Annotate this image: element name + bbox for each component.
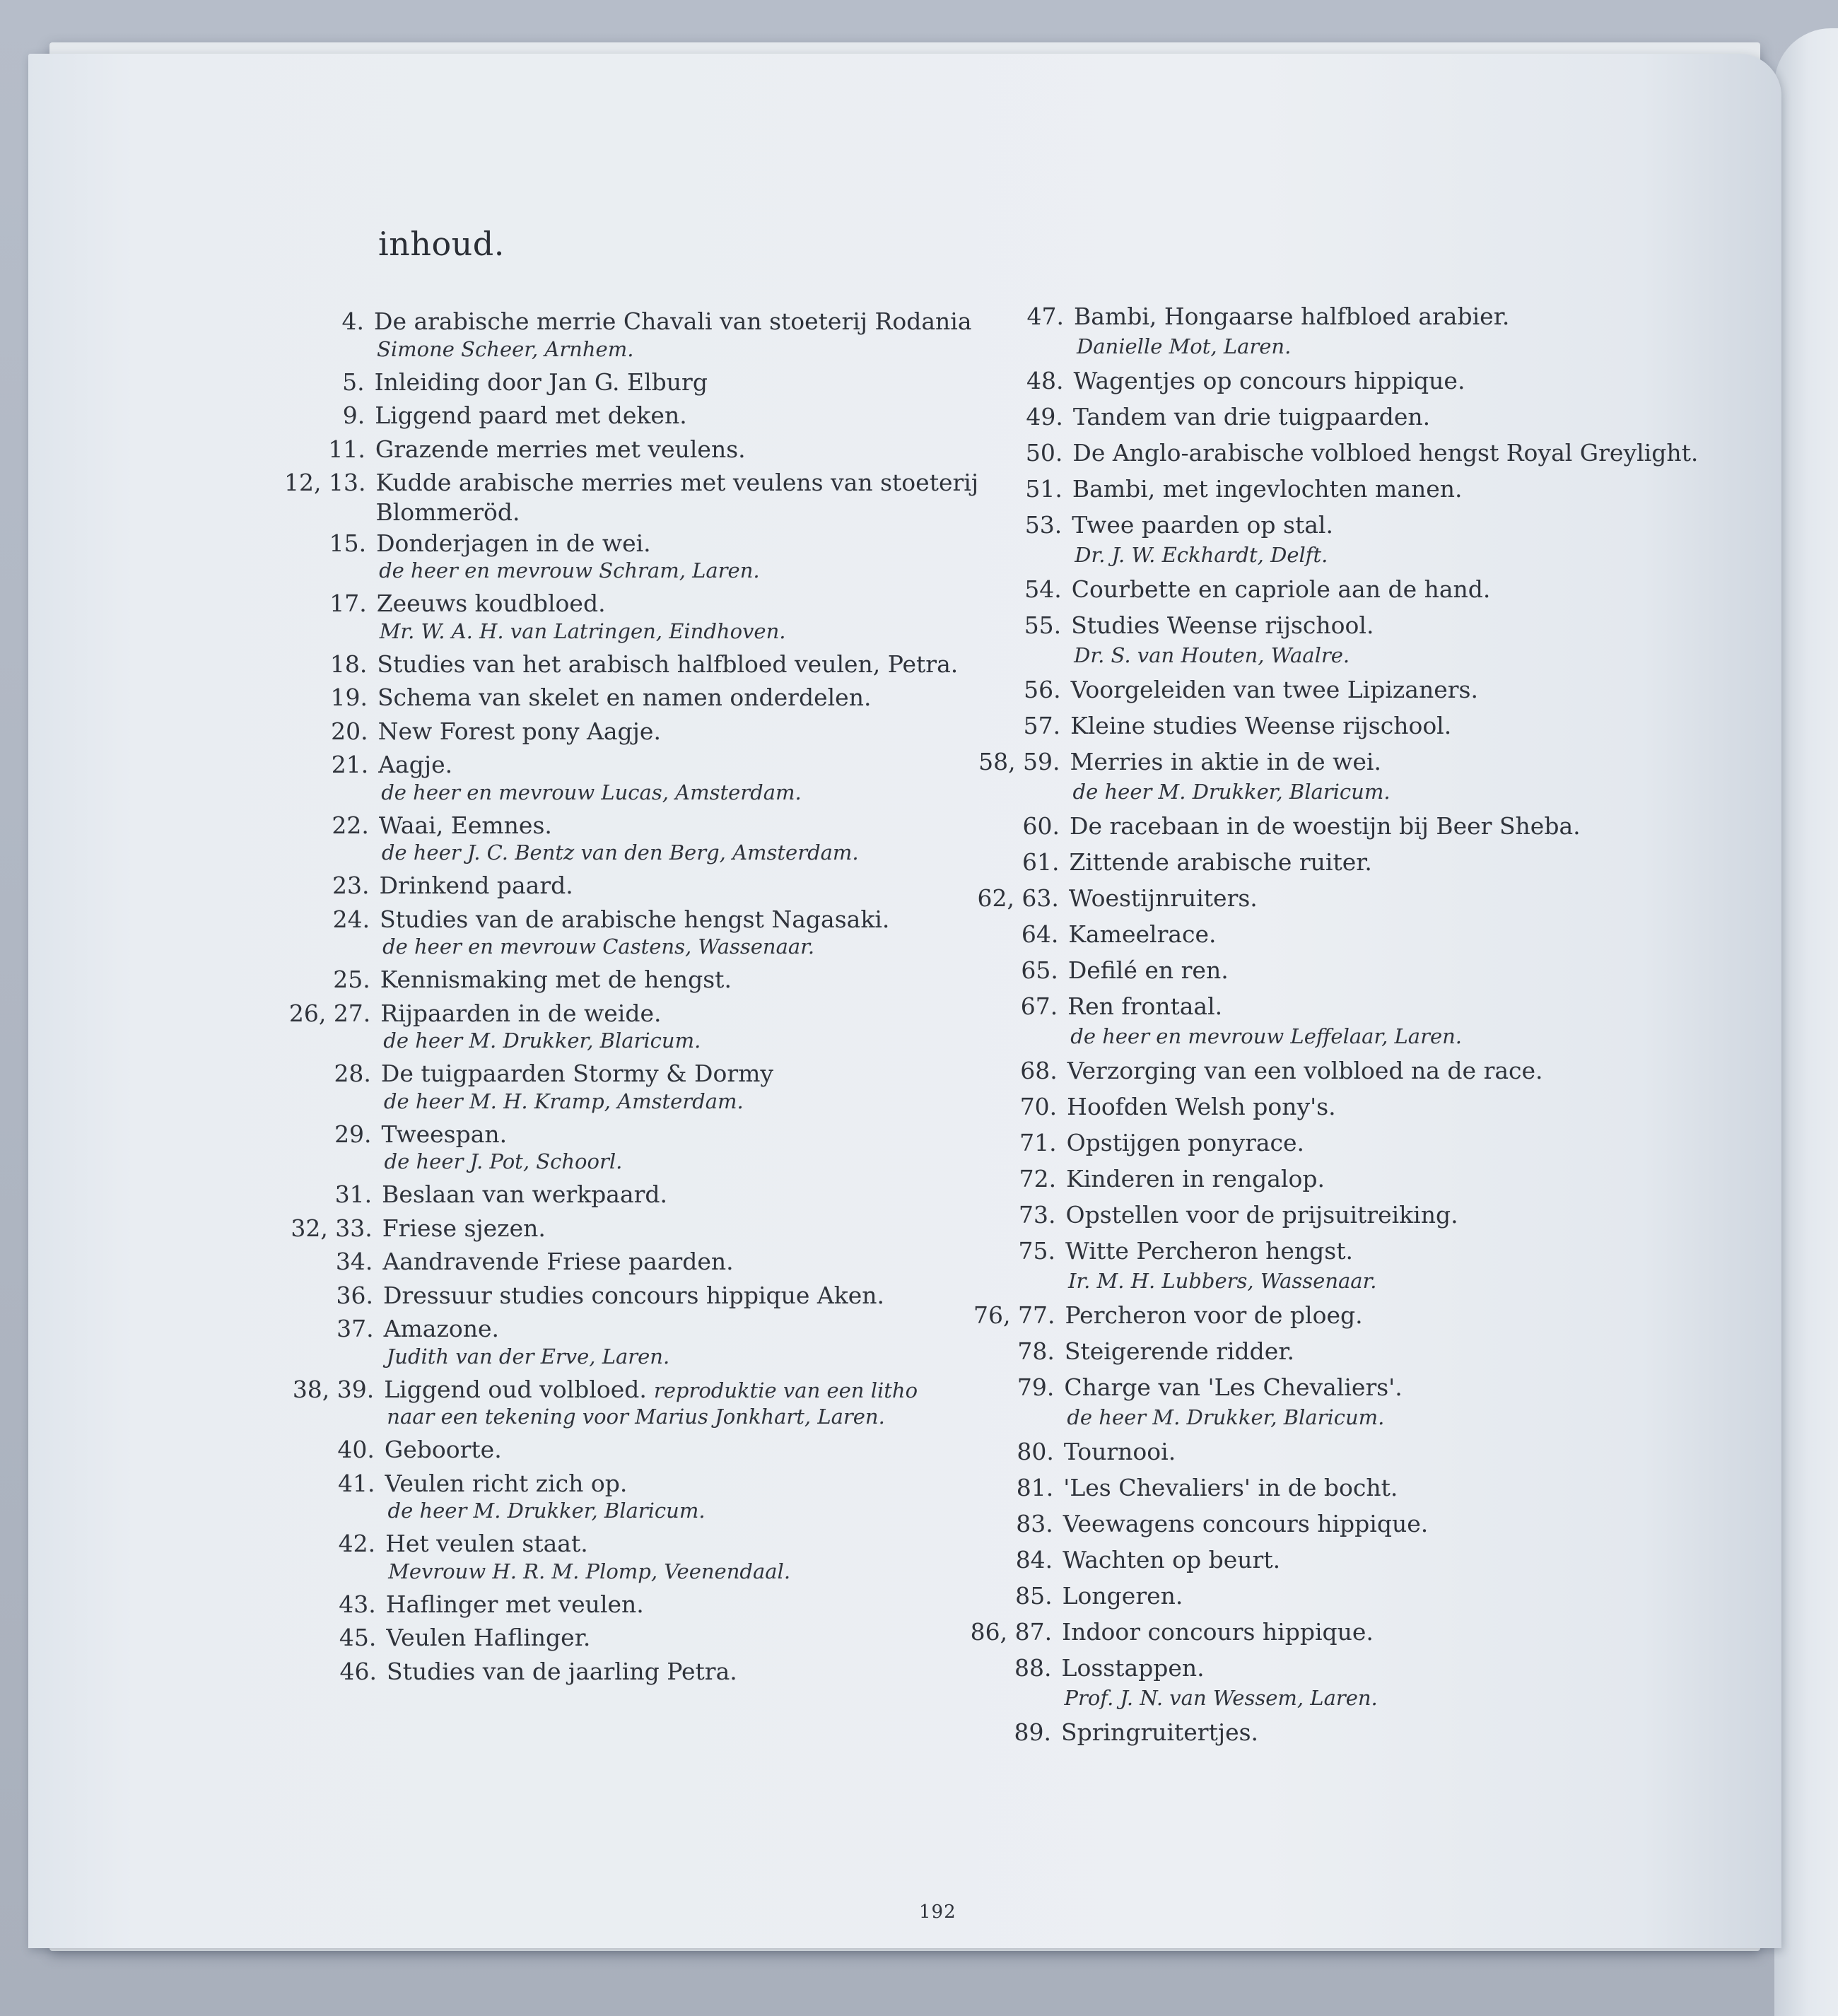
toc-entry-number: 40. <box>337 1436 375 1463</box>
toc-entry-title: Zittende arabische ruiter. <box>1069 848 1372 876</box>
toc-entry-title: Schema van skelet en namen onderdelen. <box>377 684 872 711</box>
toc-entry <box>245 402 686 429</box>
toc-entry-number: 19. <box>330 684 368 711</box>
toc-entry-title: Studies van het arabisch halfbloed veulen, Petra. <box>377 650 959 678</box>
toc-entry <box>942 475 1463 503</box>
toc-entry <box>940 812 1581 840</box>
toc-entry <box>940 712 1451 739</box>
toc-entry-number: 88. <box>1014 1654 1052 1682</box>
toc-entry-title: Kennismaking met de hengst. <box>380 966 732 993</box>
toc-entry-title: New Forest pony Aagje. <box>377 717 661 745</box>
toc-entry-title: Kleine studies Weense rijschool. <box>1070 712 1452 739</box>
toc-entry-number: 54. <box>1024 575 1062 603</box>
toc-entry <box>936 1165 1325 1192</box>
toc-entry-title: De Anglo-arabische volbloed hengst Royal Greylight. <box>1072 439 1699 467</box>
toc-entry <box>251 1060 773 1087</box>
toc-entry-number: 29. <box>334 1120 372 1148</box>
toc-entry <box>932 1654 1205 1682</box>
toc-entry-number: 71. <box>1019 1129 1057 1156</box>
toc-entry <box>254 1315 499 1342</box>
toc-entry-title: Aandravende Friese paarden. <box>382 1248 734 1275</box>
toc-entry-credit: Dr. J. W. Eckhardt, Delft. <box>1075 542 1328 567</box>
toc-entry <box>942 511 1333 539</box>
toc-entry-title: Losstappen. <box>1061 1654 1205 1682</box>
toc-entry <box>935 1337 1294 1365</box>
toc-entry-number: 84. <box>1015 1546 1053 1573</box>
toc-entry <box>246 529 651 557</box>
toc-entry-number: 78. <box>1017 1337 1055 1365</box>
toc-entry-title: Het veulen staat. <box>385 1530 588 1557</box>
toc-entry-title: Inleiding door Jan G. Elburg <box>374 368 708 396</box>
toc-entry-title: Friese sjezen. <box>382 1214 546 1242</box>
toc-entry <box>255 1470 628 1497</box>
toc-entry-title: Hoofden Welsh pony's. <box>1067 1093 1336 1120</box>
toc-entry-credit: de heer M. Drukker, Blaricum. <box>387 1499 706 1523</box>
toc-entry-number: 80. <box>1017 1438 1054 1465</box>
toc-entry-title: Percheron voor de ploeg. <box>1065 1301 1363 1329</box>
toc-entry-number: 89. <box>1014 1718 1051 1746</box>
toc-entry <box>934 1438 1176 1465</box>
toc-entry-credit: de heer M. H. Kramp, Amsterdam. <box>383 1089 744 1113</box>
toc-entry-number: 58, 59. <box>978 748 1060 775</box>
toc-entry <box>935 1237 1353 1265</box>
toc-entry-title: Opstijgen ponyrace. <box>1066 1129 1305 1156</box>
toc-entry <box>252 1120 508 1148</box>
toc-entry-number: 70. <box>1019 1093 1058 1120</box>
toc-entry-title: Veulen richt zich op. <box>385 1469 628 1497</box>
toc-entry <box>942 439 1698 467</box>
toc-entry <box>936 1201 1458 1229</box>
toc-entry-title: Studies Weense rijschool. <box>1071 611 1374 639</box>
toc-entry-number: 60. <box>1022 812 1060 840</box>
toc-entry-title: Wachten op beurt. <box>1063 1546 1281 1573</box>
toc-entry <box>245 435 746 463</box>
toc-entry-title: Witte Percheron hengst. <box>1065 1237 1353 1265</box>
toc-entry <box>937 1093 1336 1120</box>
toc-entry-number: 37. <box>336 1315 374 1342</box>
toc-entry-title: Steigerende ridder. <box>1064 1337 1294 1365</box>
toc-entry <box>944 303 1509 330</box>
toc-entry-credit: naar een tekening voor Marius Jonkhart, Laren. <box>387 1405 885 1429</box>
toc-entry-credit: de heer en mevrouw Schram, Laren. <box>379 558 760 583</box>
toc-entry-number: 51. <box>1025 475 1063 503</box>
toc-entry-title: Verzorging van een volbloed na de race. <box>1067 1057 1543 1084</box>
toc-entry-number: 36. <box>336 1281 374 1309</box>
toc-entry-number: 83. <box>1016 1510 1053 1537</box>
toc-entry-number: 57. <box>1023 712 1061 739</box>
toc-entry-number: 17. <box>329 590 367 617</box>
toc-entry-number: 26, 27. <box>288 999 371 1027</box>
page-title: inhoud. <box>378 225 505 263</box>
toc-entry <box>935 1301 1362 1329</box>
toc-entry <box>943 367 1465 394</box>
toc-entry-number: 20. <box>331 717 368 745</box>
toc-entry-credit: de heer J. C. Bentz van den Berg, Amsterdam. <box>381 840 859 865</box>
toc-entry-credit: de heer en mevrouw Leffelaar, Laren. <box>1070 1024 1462 1048</box>
toc-entry-credit: de heer M. Drukker, Blaricum. <box>383 1028 701 1053</box>
toc-entry-title: Kinderen in rengalop. <box>1066 1165 1325 1192</box>
toc-entry <box>254 1436 502 1463</box>
toc-entry-title: Zeeuws koudbloed. <box>376 590 606 617</box>
toc-entry-credit: Mevrouw H. R. M. Plomp, Veenendaal. <box>388 1559 791 1583</box>
toc-entry-number: 34. <box>335 1248 373 1275</box>
toc-entry <box>248 717 661 745</box>
toc-entry-credit: Ir. M. H. Lubbers, Wassenaar. <box>1068 1268 1377 1293</box>
toc-entry-credit: de heer M. Drukker, Blaricum. <box>1072 779 1391 804</box>
toc-entry-number: 68. <box>1020 1057 1058 1084</box>
toc-entry-continuation: Blommeröd. <box>375 498 520 526</box>
toc-entry <box>250 906 889 933</box>
toc-entry-title: Courbette en capriole aan de hand. <box>1071 575 1491 603</box>
toc-entry <box>931 1718 1258 1746</box>
toc-entry-title: 'Les Chevaliers' in de bocht. <box>1063 1474 1398 1501</box>
toc-entry-number: 25. <box>333 966 370 993</box>
toc-entry-title: Ren frontaal. <box>1067 992 1223 1020</box>
toc-entry-title: Liggend paard met deken. <box>375 402 687 429</box>
toc-entry <box>252 1248 733 1275</box>
toc-entry-title: Voorgeleiden van twee Lipizaners. <box>1070 676 1478 703</box>
toc-entry <box>933 1474 1398 1501</box>
toc-entry <box>245 469 978 496</box>
toc-entry-title: Indoor concours hippique. <box>1062 1618 1374 1646</box>
toc-entry-title: Defilé en ren. <box>1067 956 1229 984</box>
toc-entry-number: 47. <box>1026 303 1064 330</box>
toc-entry-number: 18. <box>329 650 368 678</box>
toc-entry-number: 49. <box>1026 403 1063 430</box>
facing-page-edge <box>1774 28 1838 2016</box>
toc-entry <box>937 1057 1543 1084</box>
toc-entry-number: 48. <box>1026 367 1064 394</box>
toc-entry-credit: de heer en mevrouw Lucas, Amsterdam. <box>381 780 802 804</box>
toc-entry-title: Bambi, Hongaarse halfbloed arabier. <box>1074 303 1510 330</box>
toc-entry-number: 5. <box>342 368 365 396</box>
toc-entry-title: De tuigpaarden Stormy & Dormy <box>380 1060 774 1087</box>
toc-entry <box>252 1214 546 1242</box>
toc-entry <box>256 1590 644 1618</box>
toc-entry <box>943 403 1430 430</box>
toc-entry-number: 45. <box>339 1624 377 1651</box>
toc-entry-title: Waai, Eemnes. <box>378 811 552 839</box>
toc-entry-title: Twee paarden op stal. <box>1072 511 1333 539</box>
toc-entry-number: 67. <box>1020 992 1058 1020</box>
toc-entry-number: 9. <box>342 402 365 429</box>
toc-entry-title: Wagentjes op concours hippique. <box>1073 367 1465 394</box>
toc-entry-number: 38, 39. <box>292 1375 375 1403</box>
toc-entry-title: Longeren. <box>1062 1582 1183 1610</box>
toc-entry-number: 41. <box>338 1469 375 1497</box>
toc-entry-credit: reproduktie van een litho <box>653 1378 918 1402</box>
toc-entry-title: Bambi, met ingevlochten manen. <box>1072 475 1463 503</box>
toc-entry-title: Studies van de jaarling Petra. <box>387 1657 737 1685</box>
toc-entry-title: Charge van 'Les Chevaliers'. <box>1064 1373 1403 1401</box>
toc-entry-credit: Simone Scheer, Arnhem. <box>377 336 634 361</box>
toc-entry-number: 61. <box>1022 848 1060 876</box>
toc-entry-number: 24. <box>332 905 370 933</box>
toc-entry-number: 46. <box>339 1657 377 1685</box>
toc-entry-title: Haflinger met veulen. <box>385 1590 644 1618</box>
toc-entry-number: 23. <box>332 872 370 899</box>
toc-entry-title: Veulen Haflinger. <box>386 1624 591 1651</box>
toc-entry-number: 4. <box>341 307 364 335</box>
toc-entry <box>247 684 871 711</box>
toc-entry-credit: de heer en mevrouw Castens, Wassenaar. <box>382 934 815 959</box>
toc-entry-title: Kudde arabische merries met veulens van stoeterij <box>375 469 979 496</box>
toc-entry-number: 12, 13. <box>284 469 366 496</box>
toc-entry-number: 28. <box>334 1060 371 1087</box>
toc-entry-number: 31. <box>334 1180 373 1208</box>
toc-entry <box>942 575 1491 603</box>
toc-entry <box>938 920 1216 948</box>
toc-entry-credit: Danielle Mot, Laren. <box>1077 334 1292 358</box>
toc-entry-title: Rijpaarden in de weide. <box>380 999 662 1027</box>
toc-entry-number: 72. <box>1019 1165 1057 1192</box>
toc-entry-number: 64. <box>1021 920 1059 948</box>
toc-entry-number: 32, 33. <box>291 1214 373 1242</box>
toc-entry-number: 65. <box>1021 956 1058 984</box>
toc-entry-title: Veewagens concours hippique. <box>1063 1510 1429 1537</box>
toc-entry-number: 86, 87. <box>970 1618 1053 1646</box>
toc-entry <box>937 992 1222 1020</box>
toc-entry-credit: Prof. J. N. van Wessem, Laren. <box>1064 1685 1378 1710</box>
toc-entry <box>247 650 958 678</box>
toc-entry <box>256 1624 590 1651</box>
toc-entry-number: 22. <box>332 811 369 839</box>
toc-entry-number: 56. <box>1024 676 1061 703</box>
toc-entry <box>932 1546 1280 1573</box>
toc-entry-number: 15. <box>329 529 367 557</box>
toc-entry <box>254 1376 918 1403</box>
toc-entry <box>934 1373 1402 1401</box>
toc-entry-number: 50. <box>1025 439 1063 467</box>
toc-entry <box>247 590 606 617</box>
toc-entry-title: Merries in aktie in de wei. <box>1070 748 1381 775</box>
toc-entry-title: Dressuur studies concours hippique Aken. <box>383 1281 885 1309</box>
toc-entry-number: 85. <box>1015 1582 1053 1610</box>
toc-entry-title: Springruitertjes. <box>1061 1718 1259 1746</box>
toc-entry <box>253 1282 884 1309</box>
toc-entry <box>941 611 1374 639</box>
toc-entry-title: Beslaan van werkpaard. <box>382 1180 668 1208</box>
toc-entry <box>257 1658 737 1685</box>
toc-entry-credit: Mr. W. A. H. van Latringen, Eindhoven. <box>379 619 786 643</box>
toc-entry-title: Geboorte. <box>384 1436 502 1463</box>
toc-entry <box>244 307 972 335</box>
toc-entry <box>252 1180 667 1208</box>
toc-entry-title: Tournooi. <box>1063 1438 1176 1465</box>
toc-entry-number: 11. <box>328 435 365 463</box>
toc-entry <box>255 1530 588 1557</box>
toc-entry-credit: Dr. S. van Houten, Waalre. <box>1074 643 1350 667</box>
toc-entry-number: 53. <box>1024 511 1063 539</box>
toc-entry-number: 81. <box>1016 1474 1054 1501</box>
toc-entry-title: Woestijnruiters. <box>1068 884 1258 912</box>
toc-entry-number: 75. <box>1018 1237 1055 1265</box>
toc-entry <box>932 1618 1374 1646</box>
page-number: 192 <box>919 1901 956 1923</box>
toc-entry-credit: de heer M. Drukker, Blaricum. <box>1067 1405 1385 1429</box>
toc-entry-title: De arabische merrie Chavali van stoeterij Rodania <box>374 307 972 335</box>
toc-entry-number: 55. <box>1024 611 1062 639</box>
toc-entry-title: Opstellen voor de prijsuitreiking. <box>1065 1201 1458 1229</box>
toc-entry <box>932 1582 1183 1610</box>
toc-entry <box>248 751 452 778</box>
toc-entry-number: 73. <box>1019 1201 1056 1229</box>
toc-entry-title: Tandem van drie tuigpaarden. <box>1072 403 1431 430</box>
toc-entry <box>937 1129 1304 1156</box>
toc-entry <box>933 1510 1429 1537</box>
toc-entry-title: De racebaan in de woestijn bij Beer Sheba. <box>1070 812 1581 840</box>
toc-entry-title: Amazone. <box>383 1315 499 1342</box>
toc-entry-title: Studies van de arabische hengst Nagasaki. <box>380 905 890 933</box>
toc-entry-title: Drinkend paard. <box>379 872 573 899</box>
toc-entry <box>940 748 1381 775</box>
toc-entry <box>250 1000 661 1027</box>
toc-entry <box>939 848 1371 876</box>
toc-entry-number: 62, 63. <box>977 884 1059 912</box>
toc-entry <box>249 872 573 899</box>
toc-entry <box>245 368 708 396</box>
toc-entry <box>939 884 1258 912</box>
toc-entry-credit: Judith van der Erve, Laren. <box>386 1344 670 1369</box>
toc-entry-number: 43. <box>339 1590 376 1618</box>
toc-entry-number: 42. <box>338 1530 376 1557</box>
toc-entry-title: Aagje. <box>378 751 453 778</box>
toc-entry-credit: de heer J. Pot, Schoorl. <box>384 1149 623 1174</box>
toc-entry-title: Tweespan. <box>381 1120 508 1148</box>
toc-entry-title: Donderjagen in de wei. <box>376 529 651 557</box>
toc-entry-number: 21. <box>331 751 369 778</box>
toc-entry <box>250 966 732 993</box>
toc-entry-title: Grazende merries met veulens. <box>375 435 746 463</box>
toc-entry-number: 76, 77. <box>973 1301 1055 1329</box>
toc-entry-number: 79. <box>1017 1373 1055 1401</box>
toc-entry <box>941 676 1478 703</box>
toc-entry-title: Liggend oud volbloed. <box>384 1375 647 1403</box>
toc-entry <box>249 811 552 839</box>
toc-entry <box>938 956 1229 984</box>
toc-entry-title: Kameelrace. <box>1068 920 1217 948</box>
